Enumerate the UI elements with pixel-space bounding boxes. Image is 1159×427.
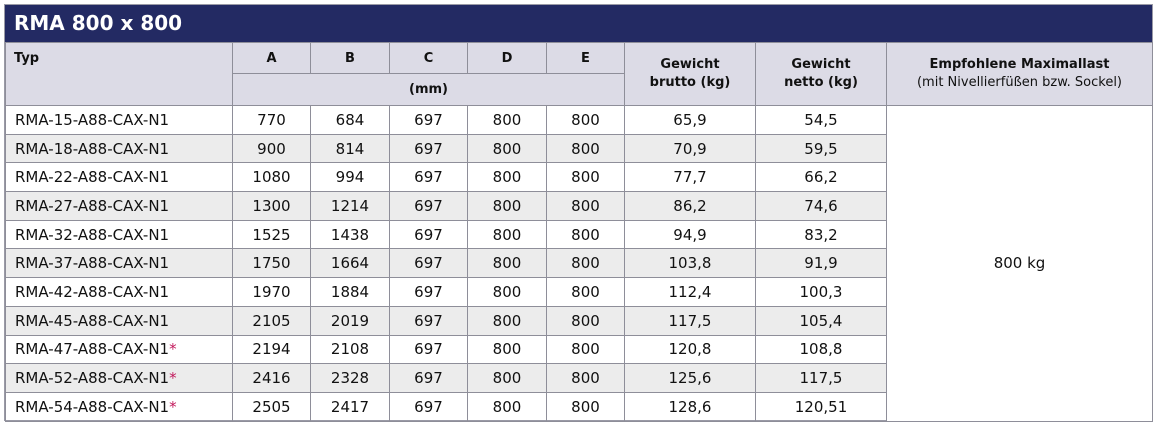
- cell-b-value: 2417: [330, 397, 370, 416]
- max-load-value: 800 kg: [993, 254, 1046, 273]
- table-row: [6, 106, 1153, 135]
- cell-d-value: 800: [492, 369, 522, 388]
- header-typ: Typ: [6, 43, 233, 106]
- cell-c: [390, 106, 468, 135]
- cell-d-value: 800: [492, 282, 522, 301]
- cell-e-value: 800: [571, 168, 600, 187]
- cell-netto: [756, 306, 887, 335]
- cell-e-value: 800: [571, 282, 600, 301]
- cell-brutto-value: 125,6: [668, 369, 712, 388]
- header-netto: [756, 43, 887, 106]
- cell-c: [390, 335, 468, 364]
- cell-c-value: 697: [414, 139, 443, 158]
- cell-a-value: 2505: [252, 397, 291, 416]
- cell-a: [233, 163, 311, 192]
- cell-c-value: 697: [414, 196, 443, 215]
- cell-c-value: 697: [414, 168, 443, 187]
- header-max-load: [887, 43, 1153, 106]
- cell-brutto-value: 117,5: [668, 311, 712, 330]
- max-load-cell: [887, 106, 1153, 422]
- header-max-line2: (mit Nivellierfüßen bzw. Sockel): [916, 75, 1123, 90]
- cell-a: [233, 306, 311, 335]
- cell-brutto: [625, 106, 756, 135]
- cell-netto: [756, 106, 887, 135]
- cell-b-value: 684: [335, 110, 365, 129]
- cell-netto: [756, 192, 887, 221]
- footnote-star: *: [169, 340, 177, 359]
- cell-b-value: 1884: [330, 282, 370, 301]
- cell-b: [311, 192, 390, 221]
- cell-typ: [6, 249, 233, 278]
- cell-d-value: 800: [492, 311, 522, 330]
- cell-a: [233, 392, 311, 421]
- cell-netto-value: 120,51: [794, 397, 848, 416]
- cell-b: [311, 220, 390, 249]
- cell-typ: [6, 364, 233, 393]
- cell-typ-value: RMA-45-A88-CAX-N1: [15, 311, 170, 330]
- cell-e: [547, 249, 625, 278]
- cell-c: [390, 364, 468, 393]
- cell-typ: [6, 392, 233, 421]
- cell-c-value: 697: [414, 254, 443, 273]
- cell-b: [311, 306, 390, 335]
- cell-d: [468, 364, 547, 393]
- cell-b: [311, 106, 390, 135]
- cell-brutto-value: 112,4: [668, 282, 712, 301]
- cell-d-value: 800: [492, 110, 522, 129]
- cell-d-value: 800: [492, 225, 522, 244]
- cell-b-value: 994: [335, 168, 365, 187]
- cell-brutto-value: 86,2: [673, 196, 707, 215]
- cell-netto: [756, 163, 887, 192]
- cell-brutto: [625, 192, 756, 221]
- cell-typ-value: RMA-47-A88-CAX-N1: [15, 340, 170, 359]
- cell-typ-value: RMA-15-A88-CAX-N1: [15, 110, 170, 129]
- header-a: A: [233, 43, 311, 74]
- cell-c: [390, 278, 468, 307]
- cell-a: [233, 192, 311, 221]
- cell-c-value: 697: [414, 311, 443, 330]
- cell-c: [390, 249, 468, 278]
- cell-brutto-value: 94,9: [673, 225, 707, 244]
- cell-typ-value: RMA-22-A88-CAX-N1: [15, 168, 170, 187]
- cell-typ: [6, 134, 233, 163]
- cell-a-value: 770: [257, 110, 286, 129]
- cell-e: [547, 134, 625, 163]
- cell-d-value: 800: [492, 397, 522, 416]
- cell-b: [311, 335, 390, 364]
- cell-b-value: 2108: [330, 340, 370, 359]
- cell-typ: [6, 335, 233, 364]
- cell-netto-value: 74,6: [804, 196, 838, 215]
- cell-typ: [6, 106, 233, 135]
- header-netto-line2: netto (kg): [784, 75, 858, 90]
- cell-typ-value: RMA-37-A88-CAX-N1: [15, 254, 170, 273]
- cell-b-value: 2328: [330, 369, 370, 388]
- cell-b: [311, 392, 390, 421]
- cell-b-value: 1664: [330, 254, 370, 273]
- cell-typ-value: RMA-52-A88-CAX-N1: [15, 369, 170, 388]
- cell-brutto: [625, 163, 756, 192]
- cell-brutto: [625, 335, 756, 364]
- cell-d-value: 800: [492, 340, 522, 359]
- cell-brutto: [625, 364, 756, 393]
- cell-a-value: 2194: [252, 340, 291, 359]
- cell-a-value: 2416: [252, 369, 291, 388]
- cell-b-value: 1438: [330, 225, 370, 244]
- cell-c: [390, 192, 468, 221]
- cell-netto-value: 100,3: [799, 282, 843, 301]
- cell-typ: [6, 192, 233, 221]
- cell-brutto: [625, 249, 756, 278]
- cell-d: [468, 106, 547, 135]
- cell-b-value: 814: [335, 139, 365, 158]
- header-brutto-line1: Gewicht: [660, 57, 720, 72]
- cell-brutto-value: 120,8: [668, 340, 712, 359]
- cell-e-value: 800: [571, 196, 600, 215]
- cell-e: [547, 306, 625, 335]
- cell-netto: [756, 364, 887, 393]
- cell-typ: [6, 278, 233, 307]
- cell-d: [468, 163, 547, 192]
- cell-typ-value: RMA-32-A88-CAX-N1: [15, 225, 170, 244]
- cell-a-value: 1750: [252, 254, 291, 273]
- cell-netto-value: 54,5: [804, 110, 838, 129]
- cell-c: [390, 392, 468, 421]
- cell-netto-value: 117,5: [799, 369, 843, 388]
- cell-e: [547, 335, 625, 364]
- cell-d: [468, 134, 547, 163]
- cell-brutto-value: 65,9: [673, 110, 707, 129]
- table-title: RMA 800 x 800: [5, 5, 1152, 42]
- cell-b: [311, 134, 390, 163]
- cell-brutto-value: 70,9: [673, 139, 707, 158]
- cell-c: [390, 220, 468, 249]
- cell-e-value: 800: [571, 110, 600, 129]
- cell-e: [547, 163, 625, 192]
- cell-e-value: 800: [571, 225, 600, 244]
- cell-typ-value: RMA-18-A88-CAX-N1: [15, 139, 170, 158]
- cell-d: [468, 278, 547, 307]
- cell-brutto-value: 128,6: [668, 397, 712, 416]
- cell-b-value: 2019: [330, 311, 370, 330]
- cell-b: [311, 249, 390, 278]
- cell-d: [468, 220, 547, 249]
- cell-a-value: 900: [257, 139, 286, 158]
- cell-a-value: 1080: [252, 168, 291, 187]
- cell-a: [233, 134, 311, 163]
- footnote-star: *: [169, 397, 177, 416]
- spec-table-panel: [4, 4, 1153, 421]
- cell-brutto: [625, 306, 756, 335]
- cell-d: [468, 335, 547, 364]
- cell-e: [547, 392, 625, 421]
- cell-a: [233, 249, 311, 278]
- cell-a-value: 1970: [252, 282, 291, 301]
- cell-brutto-value: 77,7: [673, 168, 707, 187]
- header-max-line1: Empfohlene Maximallast: [929, 57, 1110, 72]
- cell-e-value: 800: [571, 340, 600, 359]
- cell-d-value: 800: [492, 168, 522, 187]
- cell-typ: [6, 220, 233, 249]
- cell-d-value: 800: [492, 196, 522, 215]
- table-body: [6, 106, 1153, 422]
- cell-a-value: 2105: [252, 311, 291, 330]
- cell-e: [547, 106, 625, 135]
- cell-typ-value: RMA-27-A88-CAX-N1: [15, 196, 170, 215]
- cell-netto-value: 105,4: [799, 311, 843, 330]
- cell-brutto: [625, 220, 756, 249]
- cell-brutto-value: 103,8: [668, 254, 712, 273]
- cell-netto-value: 108,8: [799, 340, 843, 359]
- cell-brutto: [625, 392, 756, 421]
- cell-netto-value: 91,9: [804, 254, 838, 273]
- cell-typ-value: RMA-54-A88-CAX-N1: [15, 397, 170, 416]
- cell-d: [468, 249, 547, 278]
- cell-c: [390, 163, 468, 192]
- cell-e-value: 800: [571, 369, 600, 388]
- cell-netto-value: 66,2: [804, 168, 838, 187]
- cell-d: [468, 392, 547, 421]
- cell-a: [233, 335, 311, 364]
- cell-e-value: 800: [571, 397, 600, 416]
- cell-e: [547, 278, 625, 307]
- cell-c-value: 697: [414, 225, 443, 244]
- cell-netto: [756, 335, 887, 364]
- cell-brutto: [625, 278, 756, 307]
- cell-a-value: 1300: [252, 196, 291, 215]
- cell-e: [547, 364, 625, 393]
- cell-b: [311, 163, 390, 192]
- cell-netto: [756, 278, 887, 307]
- cell-b: [311, 278, 390, 307]
- cell-typ: [6, 306, 233, 335]
- cell-c-value: 697: [414, 369, 443, 388]
- cell-a: [233, 106, 311, 135]
- cell-b: [311, 364, 390, 393]
- cell-c-value: 697: [414, 282, 443, 301]
- cell-d: [468, 192, 547, 221]
- cell-b-value: 1214: [330, 196, 370, 215]
- cell-e: [547, 220, 625, 249]
- cell-netto-value: 83,2: [804, 225, 838, 244]
- header-b: B: [311, 43, 390, 74]
- spec-table: [5, 42, 1153, 422]
- header-unit: (mm): [233, 74, 625, 106]
- cell-e: [547, 192, 625, 221]
- cell-d-value: 800: [492, 254, 522, 273]
- cell-netto: [756, 134, 887, 163]
- cell-e-value: 800: [571, 311, 600, 330]
- cell-c-value: 697: [414, 397, 443, 416]
- cell-c-value: 697: [414, 110, 443, 129]
- cell-netto-value: 59,5: [804, 139, 838, 158]
- cell-c: [390, 306, 468, 335]
- cell-a-value: 1525: [252, 225, 291, 244]
- cell-a: [233, 278, 311, 307]
- cell-netto: [756, 392, 887, 421]
- header-c: C: [390, 43, 468, 74]
- cell-typ: [6, 163, 233, 192]
- cell-e-value: 800: [571, 254, 600, 273]
- cell-a: [233, 364, 311, 393]
- header-brutto: [625, 43, 756, 106]
- cell-typ-value: RMA-42-A88-CAX-N1: [15, 282, 170, 301]
- cell-a: [233, 220, 311, 249]
- header-brutto-line2: brutto (kg): [649, 75, 731, 90]
- cell-e-value: 800: [571, 139, 600, 158]
- cell-d: [468, 306, 547, 335]
- cell-brutto: [625, 134, 756, 163]
- cell-netto: [756, 249, 887, 278]
- header-netto-line1: Gewicht: [791, 57, 851, 72]
- cell-c-value: 697: [414, 340, 443, 359]
- header-e: E: [547, 43, 625, 74]
- cell-d-value: 800: [492, 139, 522, 158]
- cell-c: [390, 134, 468, 163]
- cell-netto: [756, 220, 887, 249]
- footnote-star: *: [169, 369, 177, 388]
- header-d: D: [468, 43, 547, 74]
